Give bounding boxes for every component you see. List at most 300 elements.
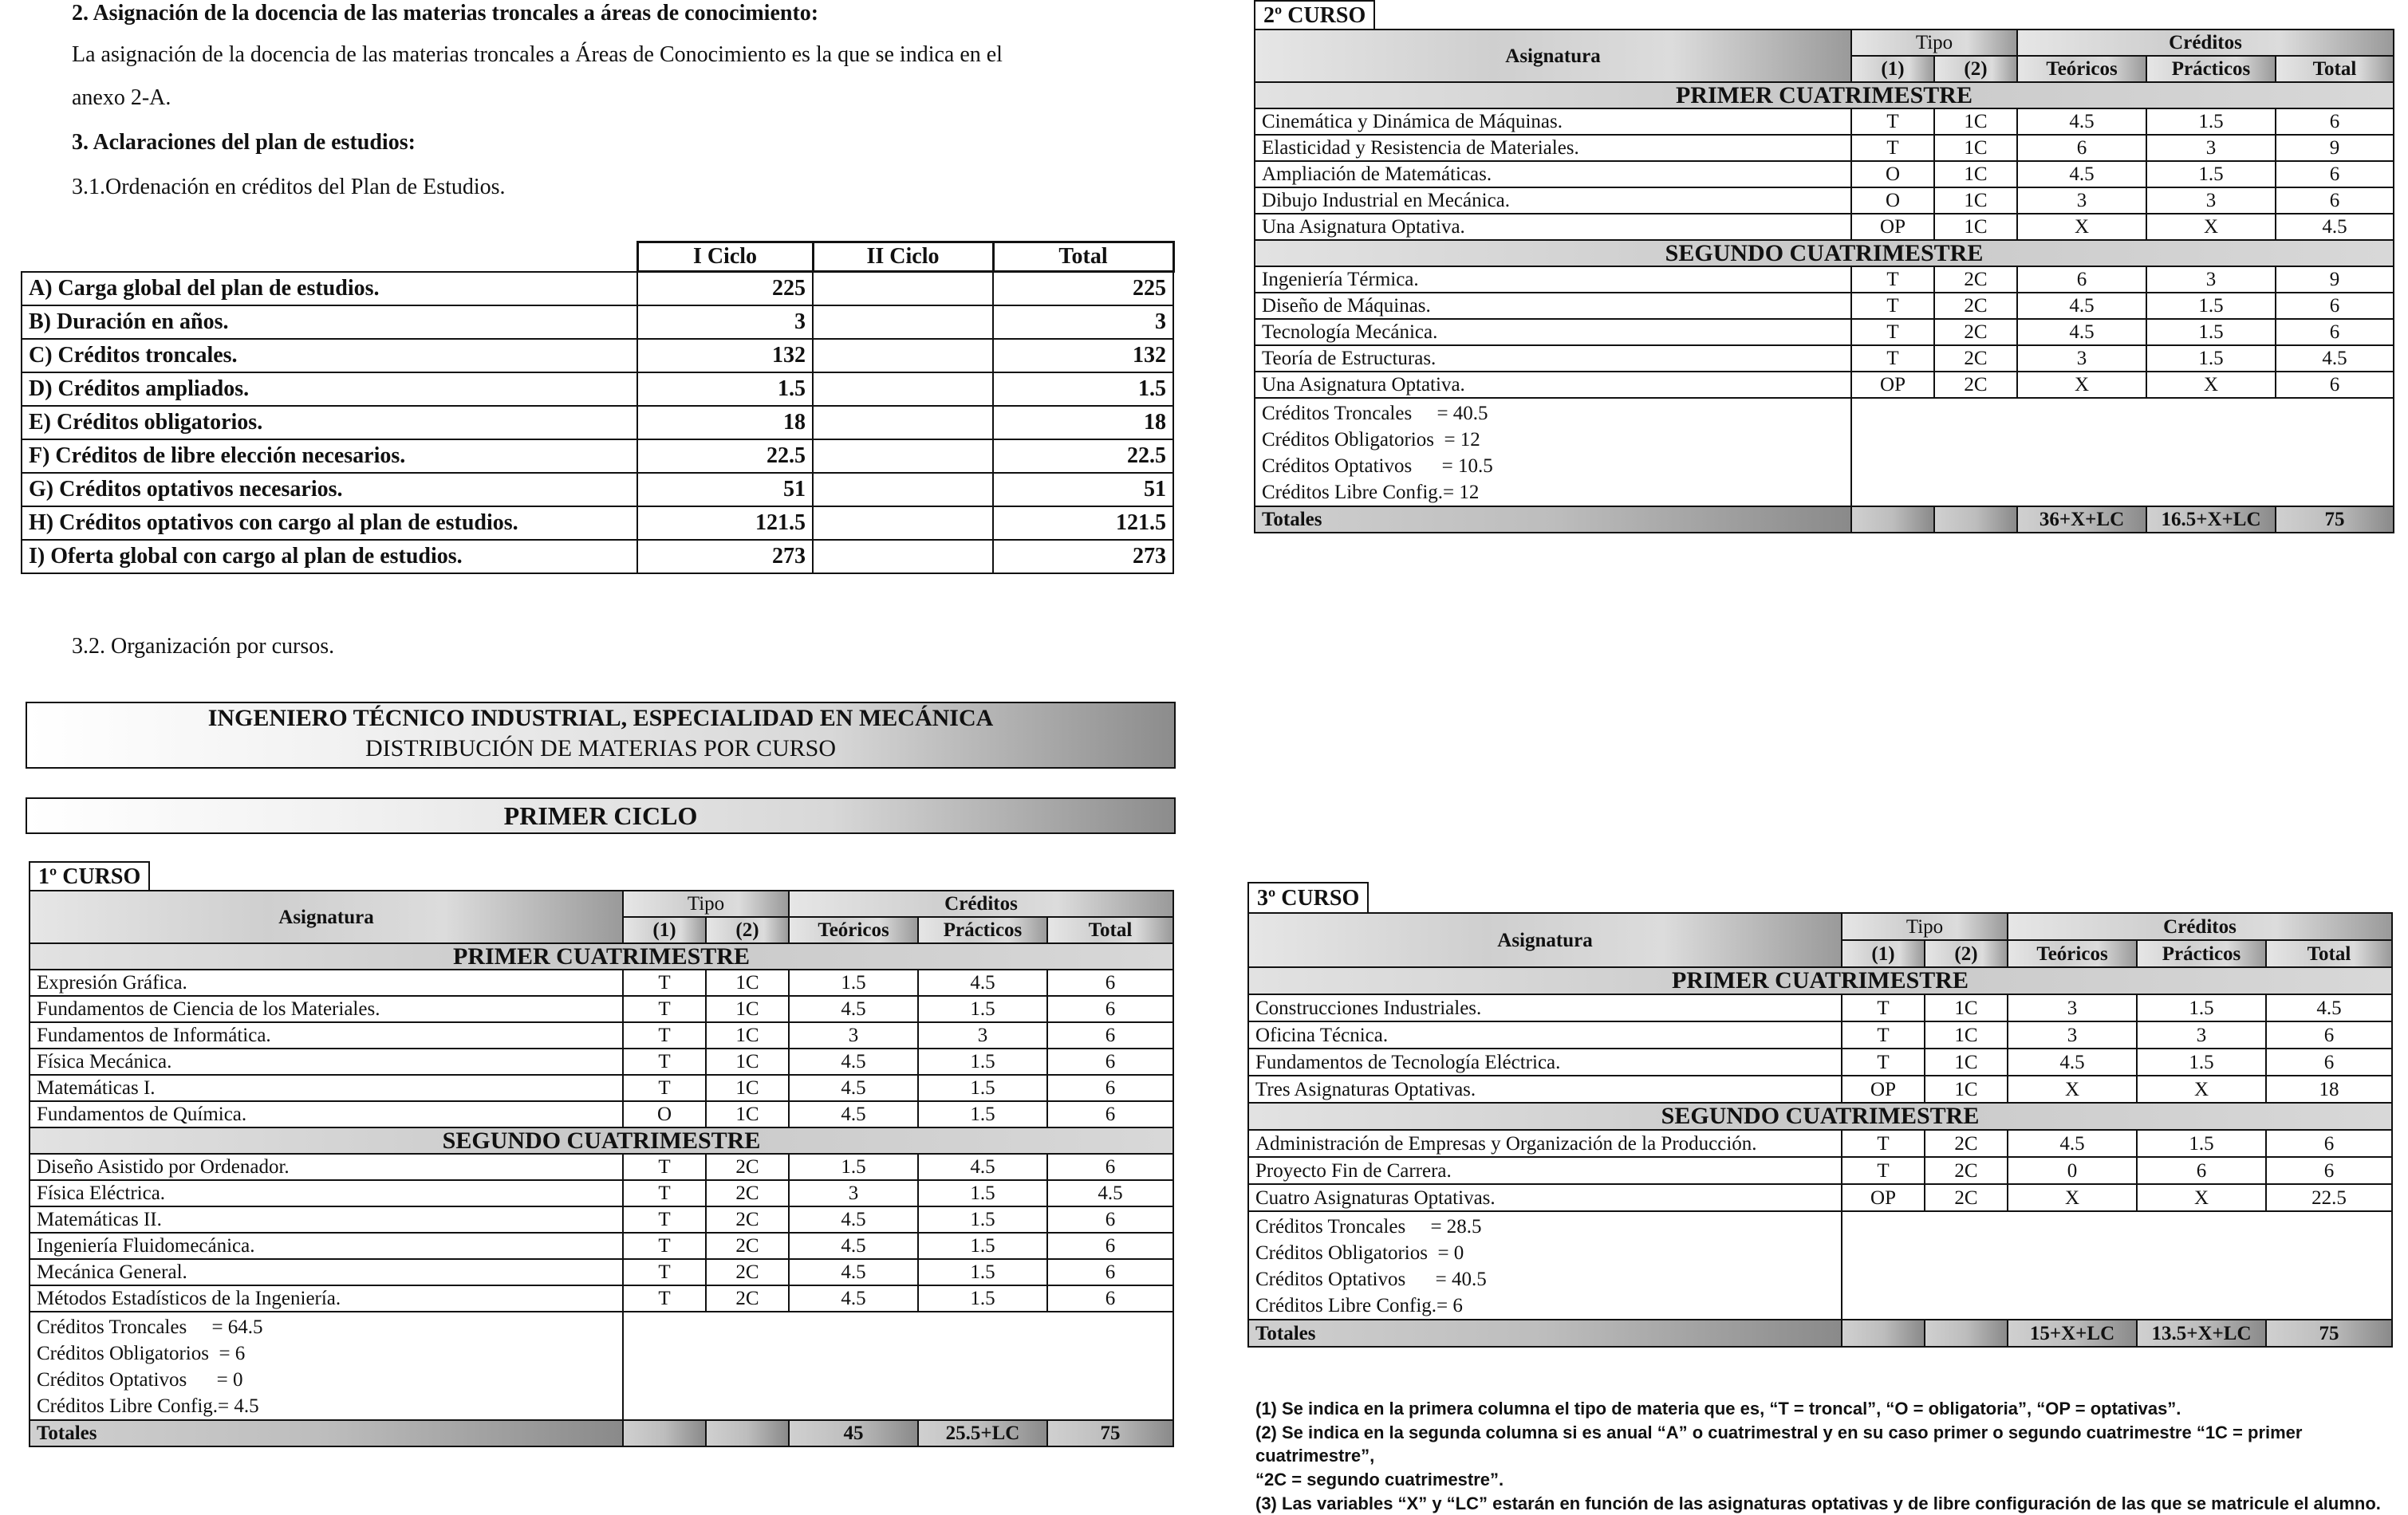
subject-teoricos: 4.5 [2017,319,2146,345]
totals-total: 75 [2276,506,2394,533]
subject-teoricos: 4.5 [789,996,918,1022]
semester-2 [1248,1103,2392,1130]
plan-row-i-ciclo: 273 [637,540,813,573]
plan-row-label: C) Créditos troncales. [22,339,637,372]
subject-practicos: 3 [2146,187,2276,214]
subject-practicos: 1.5 [2137,1049,2266,1076]
header-tipo: Tipo [1851,30,2017,56]
subject-name: Teoría de Estructuras. [1255,345,1851,372]
subject-row [1255,108,2394,135]
subject-total: 6 [2276,187,2394,214]
subject-tipo-2: 2C [706,1285,789,1312]
credits-summary-blank [623,1312,1173,1420]
subject-teoricos: 4.5 [789,1101,918,1127]
subject-name: Expresión Gráfica. [30,970,623,996]
subject-name: Fundamentos de Química. [30,1101,623,1127]
subject-total: 4.5 [2266,994,2392,1021]
header-tipo-1: (1) [623,917,706,943]
subject-tipo-1: O [623,1101,706,1127]
subject-total: 6 [1047,1259,1173,1285]
subject-tipo-1: OP [1851,372,1934,398]
totals-total: 75 [1047,1420,1173,1446]
plan-row-ii-ciclo [813,473,993,506]
subject-total: 18 [2266,1076,2392,1103]
subject-teoricos: 6 [2017,135,2146,161]
subject-name: Ingeniería Térmica. [1255,266,1851,293]
subject-teoricos: 4.5 [789,1075,918,1101]
subject-tipo-1: T [1851,266,1934,293]
subject-tipo-2: 1C [1925,1021,2008,1049]
subject-row [1255,266,2394,293]
subject-practicos: 1.5 [918,1180,1047,1206]
subject-row [1255,293,2394,319]
subject-row [1255,187,2394,214]
header-tipo-2: (2) [1934,56,2017,82]
subject-teoricos: 4.5 [789,1259,918,1285]
subject-tipo-1: T [623,1180,706,1206]
subject-practicos: 4.5 [918,970,1047,996]
credits-summary-row [30,1312,1173,1420]
subject-tipo-1: T [1851,319,1934,345]
subject-tipo-2: 1C [1934,161,2017,187]
subject-name: Fundamentos de Informática. [30,1022,623,1049]
semester-1-label: PRIMER CUATRIMESTRE [30,943,1173,970]
plan-row-total: 3 [993,305,1173,339]
credits-summary [1255,398,1851,506]
subject-total: 6 [2276,293,2394,319]
subject-practicos: 1.5 [918,1101,1047,1127]
subject-row [1248,1184,2392,1211]
subject-total: 6 [1047,1206,1173,1233]
subject-total: 6 [2266,1130,2392,1157]
subject-name: Una Asignatura Optativa. [1255,214,1851,240]
subject-total: 6 [1047,1285,1173,1312]
subject-tipo-1: T [1851,135,1934,161]
totals-label: Totales [1248,1320,1842,1347]
subject-total: 6 [1047,970,1173,996]
header-total: Total [1047,917,1173,943]
subject-name: Administración de Empresas y Organización de la Producción. [1248,1130,1842,1157]
subject-teoricos: X [2017,372,2146,398]
header-ii-ciclo: II Ciclo [813,242,993,272]
header-creditos: Créditos [2008,913,2392,940]
credits-summary-line: Créditos Obligatorios = 0 [1255,1242,1464,1264]
plan-row-ii-ciclo [813,506,993,540]
subject-tipo-1: T [1842,994,1925,1021]
subject-practicos: 1.5 [918,996,1047,1022]
subject-teoricos: 3 [789,1022,918,1049]
credits-summary-line: Créditos Optativos = 0 [37,1369,243,1391]
semester-2 [1255,240,2394,266]
subject-row [1255,372,2394,398]
subject-row [30,1154,1173,1180]
plan-row-total: 273 [993,540,1173,573]
subject-row [30,1022,1173,1049]
plan-row-ii-ciclo [813,339,993,372]
subject-name: Matemáticas I. [30,1075,623,1101]
subject-tipo-1: T [1842,1130,1925,1157]
subject-teoricos: X [2017,214,2146,240]
totals-blank-2 [1925,1320,2008,1347]
totals-row [1248,1320,2392,1347]
subject-tipo-1: T [623,1049,706,1075]
plan-row [22,540,1173,573]
plan-row [22,372,1173,406]
subject-tipo-1: T [1842,1049,1925,1076]
subject-practicos: 1.5 [2146,161,2276,187]
subject-practicos: 1.5 [918,1049,1047,1075]
plan-row-label: G) Créditos optativos necesarios. [22,473,637,506]
subject-row [1248,1076,2392,1103]
subject-tipo-2: 2C [1925,1184,2008,1211]
subject-tipo-2: 2C [706,1259,789,1285]
subject-tipo-2: 1C [1925,994,2008,1021]
subject-tipo-2: 2C [1934,266,2017,293]
semester-2 [30,1127,1173,1154]
plan-row-label: F) Créditos de libre elección necesarios. [22,439,637,473]
subject-row [30,1180,1173,1206]
totals-row [1255,506,2394,533]
subject-tipo-2: 2C [1925,1157,2008,1184]
subject-practicos: 1.5 [2146,293,2276,319]
plan-row-ii-ciclo [813,272,993,306]
degree-banner [26,702,1176,769]
credits-summary-line: Créditos Optativos = 10.5 [1262,455,1493,477]
footnotes [1255,1397,2404,1515]
header-asignatura: Asignatura [1255,30,1851,82]
subject-name: Física Mecánica. [30,1049,623,1075]
plan-row-i-ciclo: 121.5 [637,506,813,540]
primer-ciclo-banner: PRIMER CICLO [26,797,1176,834]
totals-practicos: 25.5+LC [918,1420,1047,1446]
section-3-2-heading: 3.2. Organización por cursos. [72,634,335,659]
subject-tipo-2: 1C [706,1049,789,1075]
totals-teoricos: 45 [789,1420,918,1446]
subject-tipo-2: 1C [706,970,789,996]
subject-teoricos: 4.5 [2017,293,2146,319]
subject-total: 6 [2266,1021,2392,1049]
credits-summary-row [1255,398,2394,506]
subject-practicos: 4.5 [918,1154,1047,1180]
header-practicos: Prácticos [2146,56,2276,82]
subject-name: Dibujo Industrial en Mecánica. [1255,187,1851,214]
subject-teoricos: X [2008,1184,2137,1211]
plan-row-total: 1.5 [993,372,1173,406]
subject-teoricos: 3 [2008,994,2137,1021]
subject-practicos: 1.5 [918,1233,1047,1259]
subject-name: Diseño de Máquinas. [1255,293,1851,319]
subject-tipo-1: OP [1851,214,1934,240]
subject-total: 6 [1047,1154,1173,1180]
subject-row [30,1101,1173,1127]
subject-practicos: X [2137,1184,2266,1211]
totals-teoricos: 36+X+LC [2017,506,2146,533]
subject-row [30,1285,1173,1312]
curso2-table [1254,29,2394,533]
subject-row [30,1233,1173,1259]
subject-teoricos: 4.5 [789,1049,918,1075]
subject-tipo-1: T [623,996,706,1022]
subject-practicos: 1.5 [918,1285,1047,1312]
subject-teoricos: 1.5 [789,1154,918,1180]
subject-tipo-2: 1C [1925,1076,2008,1103]
subject-teoricos: 1.5 [789,970,918,996]
semester-1 [1248,967,2392,994]
subject-tipo-1: T [623,1154,706,1180]
subject-row [1255,214,2394,240]
plan-row [22,506,1173,540]
subject-tipo-1: T [1851,108,1934,135]
subject-total: 6 [1047,1022,1173,1049]
header-asignatura: Asignatura [30,891,623,943]
plan-row-ii-ciclo [813,372,993,406]
subject-name: Cinemática y Dinámica de Máquinas. [1255,108,1851,135]
subject-tipo-2: 2C [706,1154,789,1180]
header-practicos: Prácticos [2137,940,2266,967]
subject-tipo-2: 1C [706,1101,789,1127]
footnote-2: (2) Se indica en la segunda columna si es anual “A” o cuatrimestral y en su caso primer o segundo cuatrimestre “1C = primer cuatrimestre”, [1255,1422,2303,1466]
subject-practicos: 3 [2146,135,2276,161]
header-tipo: Tipo [623,891,789,917]
section-2-heading: 2. Asignación de la docencia de las materias troncales a áreas de conocimiento: [72,1,819,26]
subject-tipo-2: 2C [1934,293,2017,319]
subject-teoricos: 4.5 [2017,161,2146,187]
section-2-text: La asignación de la docencia de las materias troncales a Áreas de Conocimiento es la que se indica en el [72,42,1003,67]
header-teoricos: Teóricos [2017,56,2146,82]
subject-teoricos: X [2008,1076,2137,1103]
subject-practicos: 1.5 [2146,319,2276,345]
subject-tipo-2: 1C [1934,108,2017,135]
subject-tipo-1: T [623,1285,706,1312]
curso1-table [29,890,1174,1447]
subject-practicos: 1.5 [918,1075,1047,1101]
subject-name: Ampliación de Matemáticas. [1255,161,1851,187]
subject-name: Tecnología Mecánica. [1255,319,1851,345]
subject-row [1248,1049,2392,1076]
subject-tipo-1: T [623,1022,706,1049]
header-tipo-1: (1) [1851,56,1934,82]
subject-total: 4.5 [2276,345,2394,372]
subject-practicos: 1.5 [918,1259,1047,1285]
plan-row-ii-ciclo [813,540,993,573]
plan-row-total: 132 [993,339,1173,372]
subject-tipo-2: 1C [706,1022,789,1049]
totals-blank-2 [706,1420,789,1446]
subject-row [1255,319,2394,345]
credits-summary-line: Créditos Libre Config.= 6 [1255,1295,1463,1316]
subject-practicos: 1.5 [2137,1130,2266,1157]
subject-total: 6 [1047,996,1173,1022]
credits-summary-line: Créditos Obligatorios = 12 [1262,429,1480,451]
header-row [30,891,1173,917]
subject-total: 6 [1047,1233,1173,1259]
subject-teoricos: 0 [2008,1157,2137,1184]
credits-summary-blank [1851,398,2394,506]
semester-2-label: SEGUNDO CUATRIMESTRE [1248,1103,2392,1130]
subject-tipo-2: 1C [1934,214,2017,240]
plan-row-label: B) Duración en años. [22,305,637,339]
subject-practicos: 1.5 [918,1206,1047,1233]
subject-practicos: 3 [2137,1021,2266,1049]
subject-tipo-1: T [623,1259,706,1285]
plan-row [22,339,1173,372]
plan-row-i-ciclo: 3 [637,305,813,339]
totals-practicos: 13.5+X+LC [2137,1320,2266,1347]
header-teoricos: Teóricos [789,917,918,943]
footnote-1: (1) Se indica en la primera columna el tipo de materia que es, “T = troncal”, “O = obligatoria”, “OP = optativas”. [1255,1399,2181,1419]
plan-row-i-ciclo: 22.5 [637,439,813,473]
subject-row [1248,1021,2392,1049]
plan-row-i-ciclo: 18 [637,406,813,439]
subject-total: 6 [2276,108,2394,135]
curso3-label: 3º CURSO [1247,882,1369,914]
subject-tipo-1: OP [1842,1184,1925,1211]
plan-row-label: I) Oferta global con cargo al plan de estudios. [22,540,637,573]
subject-name: Fundamentos de Tecnología Eléctrica. [1248,1049,1842,1076]
subject-row [1248,994,2392,1021]
semester-1-label: PRIMER CUATRIMESTRE [1255,82,2394,108]
credits-summary-blank [1842,1211,2392,1320]
subject-name: Tres Asignaturas Optativas. [1248,1076,1842,1103]
credits-summary-line: Créditos Libre Config.= 4.5 [37,1395,259,1417]
header-row [1248,913,2392,940]
totals-label: Totales [30,1420,623,1446]
plan-row-total: 22.5 [993,439,1173,473]
totals-label: Totales [1255,506,1851,533]
subject-tipo-1: T [623,1233,706,1259]
subject-practicos: 1.5 [2146,108,2276,135]
subject-row [30,1259,1173,1285]
plan-row-label: A) Carga global del plan de estudios. [22,272,637,306]
header-total: Total [993,242,1173,272]
subject-row [1255,135,2394,161]
subject-total: 6 [1047,1049,1173,1075]
subject-tipo-2: 2C [1934,319,2017,345]
header-tipo: Tipo [1842,913,2008,940]
header-i-ciclo: I Ciclo [637,242,813,272]
subject-name: Oficina Técnica. [1248,1021,1842,1049]
totals-total: 75 [2266,1320,2392,1347]
plan-row-i-ciclo: 1.5 [637,372,813,406]
subject-tipo-2: 2C [1934,345,2017,372]
subject-row [30,1049,1173,1075]
subject-tipo-2: 1C [1934,187,2017,214]
subject-tipo-2: 2C [1934,372,2017,398]
credits-summary-line: Créditos Troncales = 64.5 [37,1316,263,1338]
curso2-label: 2º CURSO [1254,0,1375,30]
plan-credits-table [21,241,1175,574]
subject-total: 6 [2276,319,2394,345]
subject-row [1248,1130,2392,1157]
subject-teoricos: 4.5 [789,1206,918,1233]
semester-1 [1255,82,2394,108]
curso3-table [1247,912,2393,1348]
subject-practicos: X [2146,214,2276,240]
plan-row-total: 51 [993,473,1173,506]
subject-teoricos: 3 [2008,1021,2137,1049]
subject-practicos: 1.5 [2137,994,2266,1021]
totals-blank-1 [1851,506,1934,533]
subject-row [1248,1157,2392,1184]
subject-tipo-1: T [623,1206,706,1233]
section-3-heading: 3. Aclaraciones del plan de estudios: [72,130,416,155]
subject-tipo-1: T [1851,293,1934,319]
plan-row-label: H) Créditos optativos con cargo al plan de estudios. [22,506,637,540]
totals-blank-2 [1934,506,2017,533]
subject-name: Métodos Estadísticos de la Ingeniería. [30,1285,623,1312]
subject-practicos: 6 [2137,1157,2266,1184]
header-tipo-2: (2) [1925,940,2008,967]
subject-teoricos: 6 [2017,266,2146,293]
subject-total: 4.5 [1047,1180,1173,1206]
subject-name: Proyecto Fin de Carrera. [1248,1157,1842,1184]
header-tipo-2: (2) [706,917,789,943]
semester-2-label: SEGUNDO CUATRIMESTRE [1255,240,2394,266]
credits-summary [30,1312,623,1420]
distribution-subtitle: DISTRIBUCIÓN DE MATERIAS POR CURSO [365,735,837,761]
subject-name: Fundamentos de Ciencia de los Materiales. [30,996,623,1022]
subject-teoricos: 3 [789,1180,918,1206]
subject-tipo-1: T [1851,345,1934,372]
plan-row-total: 225 [993,272,1173,306]
plan-row-i-ciclo: 225 [637,272,813,306]
header-total: Total [2266,940,2392,967]
subject-tipo-2: 1C [706,996,789,1022]
header-creditos: Créditos [789,891,1173,917]
credits-summary-line: Créditos Optativos = 40.5 [1255,1269,1487,1290]
subject-row [30,996,1173,1022]
credits-summary-line: Créditos Troncales = 40.5 [1262,403,1488,424]
semester-1-label: PRIMER CUATRIMESTRE [1248,967,2392,994]
totals-blank-1 [1842,1320,1925,1347]
subject-tipo-1: T [623,970,706,996]
subject-practicos: 3 [2146,266,2276,293]
credits-summary-line: Créditos Troncales = 28.5 [1255,1216,1482,1238]
plan-row-total: 121.5 [993,506,1173,540]
subject-tipo-2: 1C [1925,1049,2008,1076]
totals-blank-1 [623,1420,706,1446]
subject-row [1255,345,2394,372]
subject-name: Ingeniería Fluidomecánica. [30,1233,623,1259]
subject-tipo-1: O [1851,187,1934,214]
plan-row-i-ciclo: 132 [637,339,813,372]
subject-tipo-1: T [1842,1021,1925,1049]
subject-tipo-1: OP [1842,1076,1925,1103]
subject-tipo-2: 2C [706,1206,789,1233]
plan-row [22,272,1173,306]
subject-tipo-2: 2C [706,1180,789,1206]
plan-row-ii-ciclo [813,305,993,339]
subject-total: 22.5 [2266,1184,2392,1211]
plan-row-label: D) Créditos ampliados. [22,372,637,406]
credits-summary-row [1248,1211,2392,1320]
subject-tipo-1: T [623,1075,706,1101]
curso1-label: 1º CURSO [29,861,150,891]
plan-row-i-ciclo: 51 [637,473,813,506]
subject-tipo-1: O [1851,161,1934,187]
credits-summary [1248,1211,1842,1320]
subject-total: 9 [2276,135,2394,161]
subject-practicos: 1.5 [2146,345,2276,372]
subject-total: 6 [2276,372,2394,398]
subject-row [30,970,1173,996]
subject-total: 4.5 [2276,214,2394,240]
totals-teoricos: 15+X+LC [2008,1320,2137,1347]
plan-row [22,473,1173,506]
footnote-3: (3) Las variables “X” y “LC” estarán en función de las asignaturas optativas y de libre configuración de las que se matricule el alumno. [1255,1493,2381,1513]
header-teoricos: Teóricos [2008,940,2137,967]
subject-total: 6 [2266,1049,2392,1076]
